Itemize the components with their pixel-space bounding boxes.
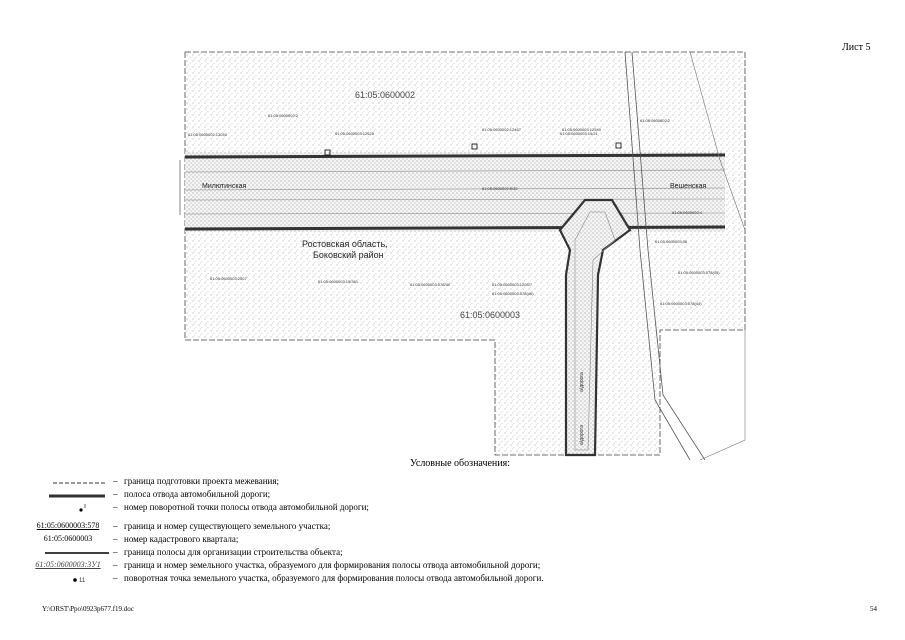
road-label: а/дорога — [579, 425, 585, 445]
new-turning-point-symbol — [25, 573, 111, 586]
road-label: а/дорога — [579, 372, 585, 392]
legend-item: 61:05:0600003:578 – граница и номер существующего земельного участка; — [0, 521, 905, 534]
parcel-label: 61:05:0600003:06 — [655, 239, 688, 244]
quarter-label-bottom: 61:05:0600003 — [460, 310, 521, 320]
parcel-label: 61:05:0600003:1205/7 — [492, 282, 533, 287]
parcel-label: 61:05:0600003:578(46) — [492, 291, 534, 296]
parcel-label: 61:05:0600003:578(45) — [678, 270, 720, 275]
parcel-label: 61:05:0600003:2507 — [210, 276, 247, 281]
parcel-label: 61:05:0600002:13040 — [188, 132, 227, 137]
page-number: 54 — [870, 605, 877, 613]
existing-parcel-symbol: 61:05:0600003:578 — [36, 521, 100, 530]
place-label-right: Вешенская — [670, 183, 707, 190]
construction-strip-symbol — [25, 547, 111, 560]
parcel-label: 61:05:0600003:12540 — [562, 127, 601, 132]
legend-item: – граница полосы для организации строительства объекта; — [0, 547, 905, 560]
quarter-label-top: 61:05:0600002 — [355, 90, 416, 100]
district-label: Боковский район — [313, 250, 384, 260]
project-boundary-symbol — [25, 476, 111, 489]
parcel-label: 61:05:0600002:5/32 — [482, 186, 518, 191]
road-corridor — [185, 152, 725, 232]
parcel-label: 61:05:0600003:578/40 — [410, 282, 451, 287]
sheet-label: Лист 5 — [842, 42, 871, 53]
quarter-number-symbol: 61:05:0600003 — [43, 534, 93, 543]
legend-title: Условные обозначения: — [410, 458, 511, 469]
legend-item: – граница подготовки проекта межевания; — [0, 476, 905, 489]
legend-item: – полоса отвода автомобильной дороги; — [0, 489, 905, 502]
parcel-label: 61:05:0600003:12525 — [335, 131, 374, 136]
legend-item: 61:05:0600003 – номер кадастрового квартала; — [0, 534, 905, 547]
parcel-label: 61:05:0600002:2 — [268, 113, 299, 118]
new-parcel-symbol: 61:05:0600003:3У1 — [35, 560, 101, 569]
parcel-label: 61:05:0600002:2 — [640, 118, 671, 123]
parcel-label: 61:05:0600002:12467 — [482, 127, 521, 132]
right-of-way-symbol — [25, 489, 111, 502]
svg-text:11: 11 — [79, 578, 86, 584]
parcel-label: 61:05:0600003:15/21 — [560, 131, 598, 136]
file-path: Y:\ORST\Ppo\0923p677.f19.doc — [42, 605, 134, 613]
region-label: Ростовская область, — [302, 239, 388, 249]
parcel-label: 61:05:0600003:578(44) — [660, 301, 702, 306]
legend-item: 11 – поворотная точка земельного участка, образуемого для формирования полосы отвода автомобильной дороги. — [0, 573, 905, 586]
legend-item: – номер поворотной точки полосы отвода автомобильной дороги; — [0, 502, 905, 515]
parcel-label: 61:05:0600002:4 — [672, 210, 703, 215]
parcel-label: 61:05:0600003:15/361 — [318, 279, 359, 284]
turning-point-symbol — [25, 502, 111, 515]
legend-item: 61:05:0600003:3У1 – граница и номер земельного участка, образуемого для формирования полосы отвода автомобильной дороги; — [0, 560, 905, 573]
place-label-left: Милютинская — [202, 183, 247, 190]
